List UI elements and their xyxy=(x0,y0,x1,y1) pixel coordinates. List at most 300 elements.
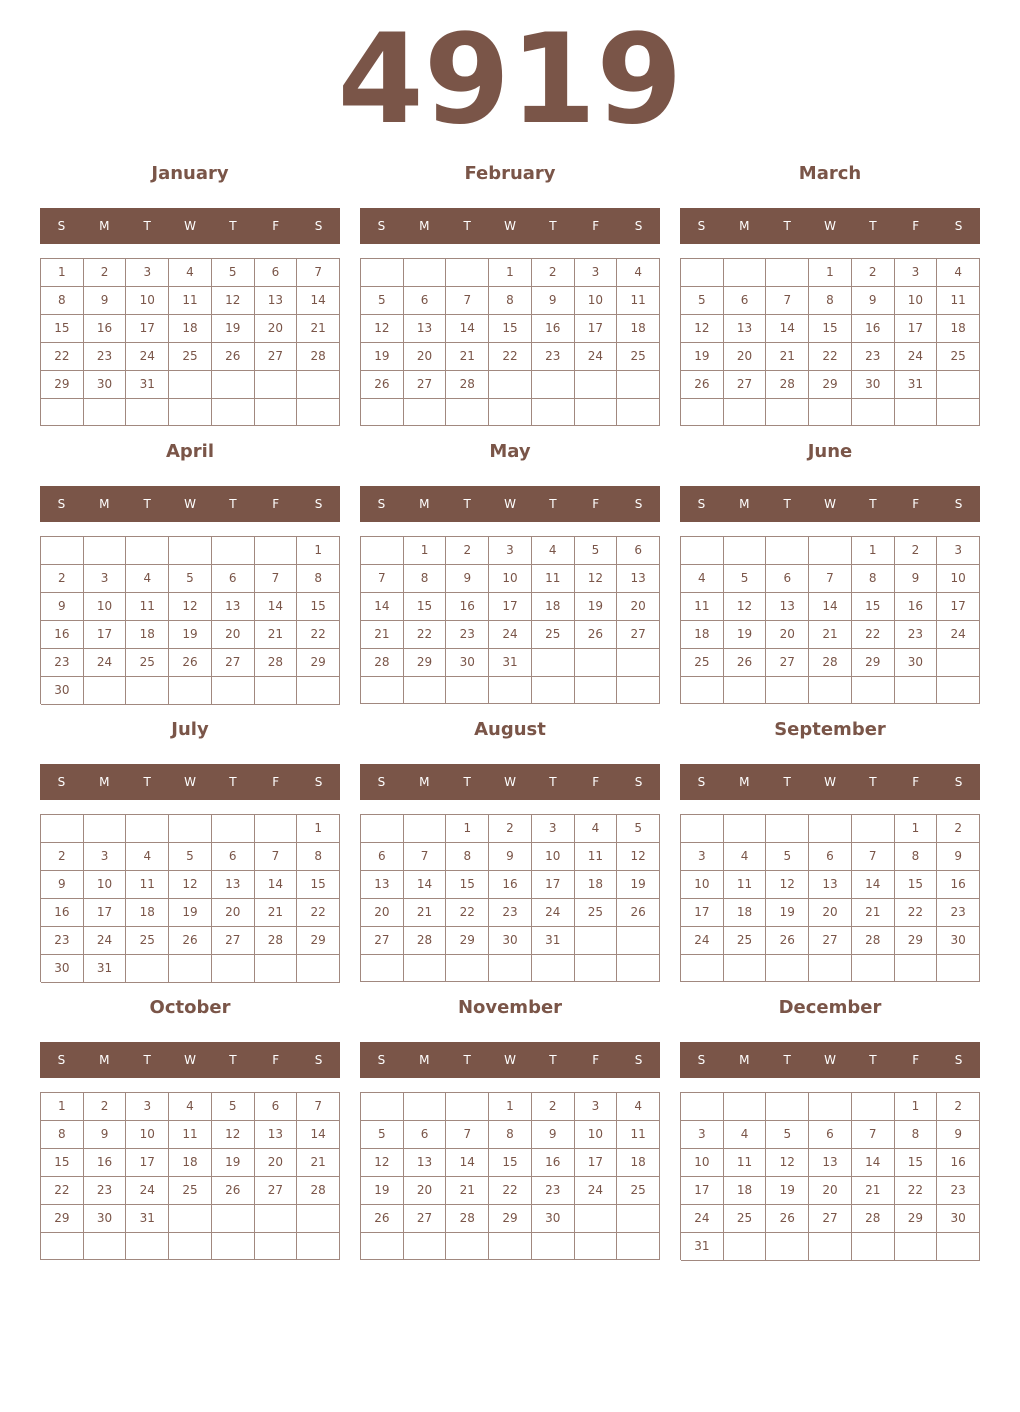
day-cell: 19 xyxy=(169,621,212,649)
day-cell: 26 xyxy=(212,1177,255,1205)
empty-cell xyxy=(446,677,489,704)
weekday-header xyxy=(360,1042,660,1078)
empty-cell xyxy=(724,399,767,426)
empty-cell xyxy=(724,259,767,287)
day-cell: 22 xyxy=(489,1177,532,1205)
weekday-label: T xyxy=(869,775,877,789)
day-cell: 13 xyxy=(809,1149,852,1177)
day-cell: 22 xyxy=(809,343,852,371)
weekday-label: F xyxy=(592,775,600,789)
day-cell: 28 xyxy=(809,649,852,677)
day-cell: 31 xyxy=(126,371,169,399)
empty-cell xyxy=(895,1233,938,1261)
empty-cell xyxy=(766,259,809,287)
empty-cell xyxy=(446,1093,489,1121)
day-cell: 16 xyxy=(41,621,84,649)
day-cell: 8 xyxy=(297,565,340,593)
weekday-header xyxy=(360,486,660,522)
weekday-label: S xyxy=(57,219,66,233)
day-cell: 5 xyxy=(617,815,660,843)
empty-cell xyxy=(766,1093,809,1121)
empty-cell xyxy=(937,677,980,704)
day-cell: 25 xyxy=(126,649,169,677)
weekday-label: M xyxy=(419,219,430,233)
empty-cell xyxy=(404,259,447,287)
empty-cell xyxy=(766,1233,809,1261)
day-cell: 5 xyxy=(575,537,618,565)
day-cell: 30 xyxy=(937,927,980,955)
day-cell: 4 xyxy=(724,1121,767,1149)
weekday-label: S xyxy=(314,219,323,233)
empty-cell xyxy=(617,927,660,955)
day-cell: 12 xyxy=(681,315,724,343)
day-cell: 25 xyxy=(126,927,169,955)
day-cell: 19 xyxy=(361,343,404,371)
day-cell: 26 xyxy=(361,371,404,399)
day-cell: 3 xyxy=(126,259,169,287)
empty-cell xyxy=(617,371,660,399)
empty-cell xyxy=(575,955,618,982)
day-cell: 30 xyxy=(852,371,895,399)
day-cell: 5 xyxy=(212,1093,255,1121)
day-cell: 10 xyxy=(126,287,169,315)
day-cell: 10 xyxy=(575,1121,618,1149)
empty-cell xyxy=(255,371,298,399)
day-cell: 3 xyxy=(84,843,127,871)
day-cell: 6 xyxy=(766,565,809,593)
day-cell: 5 xyxy=(169,843,212,871)
day-cell: 14 xyxy=(297,1121,340,1149)
day-cell: 25 xyxy=(617,1177,660,1205)
empty-cell xyxy=(212,1233,255,1260)
weekday-label: T xyxy=(463,775,471,789)
empty-cell xyxy=(724,677,767,704)
month-name: February xyxy=(464,163,556,184)
day-cell: 20 xyxy=(724,343,767,371)
day-cell: 27 xyxy=(404,1205,447,1233)
day-cell: 16 xyxy=(532,1149,575,1177)
day-cell: 3 xyxy=(575,259,618,287)
day-cell: 26 xyxy=(766,927,809,955)
day-cell: 19 xyxy=(681,343,724,371)
day-cell: 10 xyxy=(937,565,980,593)
empty-cell xyxy=(212,677,255,705)
empty-cell xyxy=(255,815,298,843)
day-cell: 28 xyxy=(446,1205,489,1233)
day-cell: 4 xyxy=(126,843,169,871)
empty-cell xyxy=(126,399,169,426)
day-cell: 21 xyxy=(852,1177,895,1205)
day-cell: 23 xyxy=(895,621,938,649)
day-cell: 10 xyxy=(681,1149,724,1177)
weekday-label: S xyxy=(57,1053,66,1067)
day-cell: 21 xyxy=(852,899,895,927)
empty-cell xyxy=(681,259,724,287)
day-cell: 26 xyxy=(617,899,660,927)
weekday-label: W xyxy=(824,775,836,789)
day-cell: 17 xyxy=(126,315,169,343)
weekday-label: T xyxy=(783,1053,791,1067)
day-cell: 15 xyxy=(809,315,852,343)
empty-cell xyxy=(255,955,298,983)
empty-cell xyxy=(809,537,852,565)
day-cell: 18 xyxy=(617,315,660,343)
day-cell: 16 xyxy=(852,315,895,343)
empty-cell xyxy=(126,537,169,565)
day-cell: 14 xyxy=(852,871,895,899)
day-cell: 4 xyxy=(575,815,618,843)
day-cell: 14 xyxy=(766,315,809,343)
day-cell: 3 xyxy=(126,1093,169,1121)
day-grid xyxy=(40,536,340,704)
day-cell: 5 xyxy=(361,287,404,315)
day-cell: 26 xyxy=(575,621,618,649)
day-cell: 12 xyxy=(361,315,404,343)
day-cell: 1 xyxy=(852,537,895,565)
day-cell: 16 xyxy=(895,593,938,621)
day-cell: 9 xyxy=(532,287,575,315)
day-cell: 23 xyxy=(532,1177,575,1205)
day-cell: 23 xyxy=(489,899,532,927)
day-cell: 28 xyxy=(255,649,298,677)
empty-cell xyxy=(937,371,980,399)
day-cell: 15 xyxy=(41,315,84,343)
day-cell: 21 xyxy=(809,621,852,649)
empty-cell xyxy=(446,399,489,426)
day-cell: 16 xyxy=(489,871,532,899)
weekday-label: M xyxy=(99,219,110,233)
day-cell: 2 xyxy=(446,537,489,565)
weekday-label: W xyxy=(824,497,836,511)
day-cell: 30 xyxy=(41,677,84,705)
day-cell: 27 xyxy=(361,927,404,955)
empty-cell xyxy=(681,677,724,704)
weekday-label: M xyxy=(99,497,110,511)
day-cell: 10 xyxy=(126,1121,169,1149)
empty-cell xyxy=(681,399,724,426)
day-cell: 2 xyxy=(41,843,84,871)
empty-cell xyxy=(361,1233,404,1260)
day-cell: 25 xyxy=(724,927,767,955)
day-cell: 15 xyxy=(41,1149,84,1177)
day-cell: 12 xyxy=(766,1149,809,1177)
day-cell: 17 xyxy=(489,593,532,621)
day-cell: 1 xyxy=(41,259,84,287)
empty-cell xyxy=(361,815,404,843)
day-cell: 11 xyxy=(724,1149,767,1177)
month-name: June xyxy=(807,441,853,462)
day-cell: 23 xyxy=(446,621,489,649)
day-cell: 17 xyxy=(84,621,127,649)
day-cell: 7 xyxy=(852,1121,895,1149)
empty-cell xyxy=(404,955,447,982)
empty-cell xyxy=(532,955,575,982)
day-cell: 8 xyxy=(895,843,938,871)
weekday-label: T xyxy=(783,497,791,511)
weekday-label: F xyxy=(272,219,280,233)
day-cell: 1 xyxy=(895,1093,938,1121)
day-cell: 22 xyxy=(297,621,340,649)
day-cell: 1 xyxy=(809,259,852,287)
day-cell: 19 xyxy=(361,1177,404,1205)
empty-cell xyxy=(617,955,660,982)
day-cell: 27 xyxy=(212,649,255,677)
weekday-label: T xyxy=(549,775,557,789)
weekday-label: F xyxy=(912,775,920,789)
day-cell: 23 xyxy=(937,1177,980,1205)
day-cell: 24 xyxy=(126,1177,169,1205)
day-cell: 9 xyxy=(489,843,532,871)
weekday-header xyxy=(680,486,980,522)
day-cell: 9 xyxy=(532,1121,575,1149)
weekday-label: S xyxy=(57,497,66,511)
day-cell: 29 xyxy=(297,649,340,677)
empty-cell xyxy=(766,537,809,565)
weekday-label: W xyxy=(824,219,836,233)
weekday-label: S xyxy=(954,1053,963,1067)
day-cell: 22 xyxy=(446,899,489,927)
weekday-label: S xyxy=(954,775,963,789)
empty-cell xyxy=(126,815,169,843)
empty-cell xyxy=(404,399,447,426)
day-cell: 13 xyxy=(255,287,298,315)
day-cell: 24 xyxy=(84,927,127,955)
day-cell: 6 xyxy=(212,565,255,593)
empty-cell xyxy=(361,537,404,565)
day-cell: 1 xyxy=(41,1093,84,1121)
empty-cell xyxy=(617,649,660,677)
day-cell: 9 xyxy=(852,287,895,315)
day-cell: 7 xyxy=(361,565,404,593)
day-cell: 6 xyxy=(255,1093,298,1121)
day-cell: 4 xyxy=(169,1093,212,1121)
day-cell: 21 xyxy=(255,621,298,649)
month-name: March xyxy=(798,163,862,184)
empty-cell xyxy=(169,955,212,983)
day-cell: 22 xyxy=(895,1177,938,1205)
day-cell: 24 xyxy=(937,621,980,649)
day-cell: 20 xyxy=(361,899,404,927)
weekday-header xyxy=(40,486,340,522)
day-cell: 26 xyxy=(766,1205,809,1233)
day-cell: 24 xyxy=(681,927,724,955)
weekday-label: S xyxy=(314,497,323,511)
day-cell: 3 xyxy=(84,565,127,593)
day-cell: 1 xyxy=(404,537,447,565)
day-cell: 31 xyxy=(681,1233,724,1261)
day-cell: 30 xyxy=(446,649,489,677)
empty-cell xyxy=(809,815,852,843)
day-cell: 27 xyxy=(617,621,660,649)
month-name: December xyxy=(778,997,882,1018)
day-cell: 27 xyxy=(212,927,255,955)
day-cell: 17 xyxy=(681,899,724,927)
day-cell: 16 xyxy=(84,315,127,343)
day-cell: 29 xyxy=(41,1205,84,1233)
weekday-label: W xyxy=(504,775,516,789)
day-cell: 6 xyxy=(809,843,852,871)
day-cell: 4 xyxy=(937,259,980,287)
day-cell: 13 xyxy=(724,315,767,343)
empty-cell xyxy=(617,1233,660,1260)
weekday-label: T xyxy=(143,219,151,233)
day-cell: 9 xyxy=(84,287,127,315)
day-cell: 8 xyxy=(41,287,84,315)
day-cell: 20 xyxy=(255,1149,298,1177)
day-cell: 30 xyxy=(937,1205,980,1233)
empty-cell xyxy=(446,955,489,982)
weekday-header xyxy=(680,1042,980,1078)
day-cell: 25 xyxy=(681,649,724,677)
empty-cell xyxy=(489,1233,532,1260)
empty-cell xyxy=(852,1233,895,1261)
empty-cell xyxy=(169,1205,212,1233)
weekday-label: F xyxy=(592,497,600,511)
day-cell: 9 xyxy=(446,565,489,593)
empty-cell xyxy=(255,1233,298,1260)
day-grid xyxy=(40,814,340,982)
day-cell: 23 xyxy=(84,343,127,371)
day-cell: 5 xyxy=(169,565,212,593)
day-cell: 7 xyxy=(297,259,340,287)
day-cell: 9 xyxy=(937,843,980,871)
weekday-label: T xyxy=(463,1053,471,1067)
weekday-label: M xyxy=(419,1053,430,1067)
day-cell: 2 xyxy=(937,1093,980,1121)
weekday-label: W xyxy=(184,219,196,233)
day-cell: 1 xyxy=(489,259,532,287)
day-cell: 19 xyxy=(724,621,767,649)
empty-cell xyxy=(212,371,255,399)
day-cell: 31 xyxy=(489,649,532,677)
empty-cell xyxy=(84,399,127,426)
day-cell: 25 xyxy=(169,343,212,371)
day-cell: 27 xyxy=(766,649,809,677)
empty-cell xyxy=(489,371,532,399)
weekday-label: F xyxy=(912,219,920,233)
day-cell: 29 xyxy=(895,927,938,955)
day-cell: 4 xyxy=(126,565,169,593)
day-cell: 8 xyxy=(489,1121,532,1149)
weekday-label: T xyxy=(229,219,237,233)
day-cell: 10 xyxy=(575,287,618,315)
weekday-label: M xyxy=(739,497,750,511)
empty-cell xyxy=(895,955,938,982)
day-cell: 3 xyxy=(681,1121,724,1149)
empty-cell xyxy=(41,537,84,565)
day-cell: 13 xyxy=(809,871,852,899)
month-name: October xyxy=(149,997,231,1018)
empty-cell xyxy=(617,677,660,704)
weekday-label: W xyxy=(184,1053,196,1067)
day-cell: 13 xyxy=(404,1149,447,1177)
empty-cell xyxy=(361,677,404,704)
day-grid xyxy=(360,814,660,982)
empty-cell xyxy=(937,955,980,982)
day-cell: 19 xyxy=(575,593,618,621)
empty-cell xyxy=(766,677,809,704)
weekday-label: S xyxy=(634,497,643,511)
weekday-header xyxy=(360,764,660,800)
weekday-label: W xyxy=(504,1053,516,1067)
day-cell: 4 xyxy=(724,843,767,871)
empty-cell xyxy=(937,399,980,426)
day-cell: 20 xyxy=(212,899,255,927)
weekday-label: T xyxy=(229,497,237,511)
day-cell: 5 xyxy=(681,287,724,315)
empty-cell xyxy=(212,1205,255,1233)
weekday-label: M xyxy=(419,497,430,511)
day-cell: 17 xyxy=(126,1149,169,1177)
weekday-label: T xyxy=(869,1053,877,1067)
day-cell: 25 xyxy=(575,899,618,927)
day-cell: 20 xyxy=(404,1177,447,1205)
day-cell: 16 xyxy=(937,1149,980,1177)
year-title: 4919 xyxy=(337,8,683,152)
empty-cell xyxy=(297,1233,340,1260)
day-cell: 23 xyxy=(84,1177,127,1205)
weekday-label: S xyxy=(314,775,323,789)
day-cell: 2 xyxy=(84,1093,127,1121)
day-cell: 24 xyxy=(84,649,127,677)
empty-cell xyxy=(852,815,895,843)
day-cell: 13 xyxy=(212,593,255,621)
day-cell: 30 xyxy=(41,955,84,983)
weekday-label: M xyxy=(99,1053,110,1067)
day-cell: 14 xyxy=(809,593,852,621)
day-cell: 4 xyxy=(532,537,575,565)
day-cell: 17 xyxy=(575,315,618,343)
day-cell: 8 xyxy=(41,1121,84,1149)
empty-cell xyxy=(575,399,618,426)
empty-cell xyxy=(212,955,255,983)
day-cell: 6 xyxy=(404,1121,447,1149)
day-cell: 27 xyxy=(809,1205,852,1233)
day-cell: 18 xyxy=(169,315,212,343)
weekday-label: M xyxy=(419,775,430,789)
weekday-label: T xyxy=(143,497,151,511)
day-cell: 17 xyxy=(84,899,127,927)
weekday-label: T xyxy=(229,1053,237,1067)
empty-cell xyxy=(532,677,575,704)
day-cell: 3 xyxy=(489,537,532,565)
empty-cell xyxy=(446,259,489,287)
day-cell: 29 xyxy=(41,371,84,399)
day-cell: 20 xyxy=(809,1177,852,1205)
day-cell: 18 xyxy=(724,1177,767,1205)
day-cell: 12 xyxy=(212,287,255,315)
empty-cell xyxy=(489,399,532,426)
weekday-label: S xyxy=(377,219,386,233)
empty-cell xyxy=(575,371,618,399)
day-cell: 8 xyxy=(404,565,447,593)
weekday-label: W xyxy=(184,497,196,511)
day-cell: 22 xyxy=(895,899,938,927)
day-cell: 11 xyxy=(169,1121,212,1149)
month-name: July xyxy=(171,719,209,740)
weekday-label: T xyxy=(463,219,471,233)
day-cell: 29 xyxy=(297,927,340,955)
day-cell: 31 xyxy=(84,955,127,983)
empty-cell xyxy=(852,399,895,426)
empty-cell xyxy=(255,537,298,565)
month-name: September xyxy=(774,719,886,740)
empty-cell xyxy=(169,371,212,399)
weekday-label: S xyxy=(314,1053,323,1067)
day-cell: 24 xyxy=(681,1205,724,1233)
empty-cell xyxy=(575,1233,618,1260)
day-cell: 22 xyxy=(41,1177,84,1205)
